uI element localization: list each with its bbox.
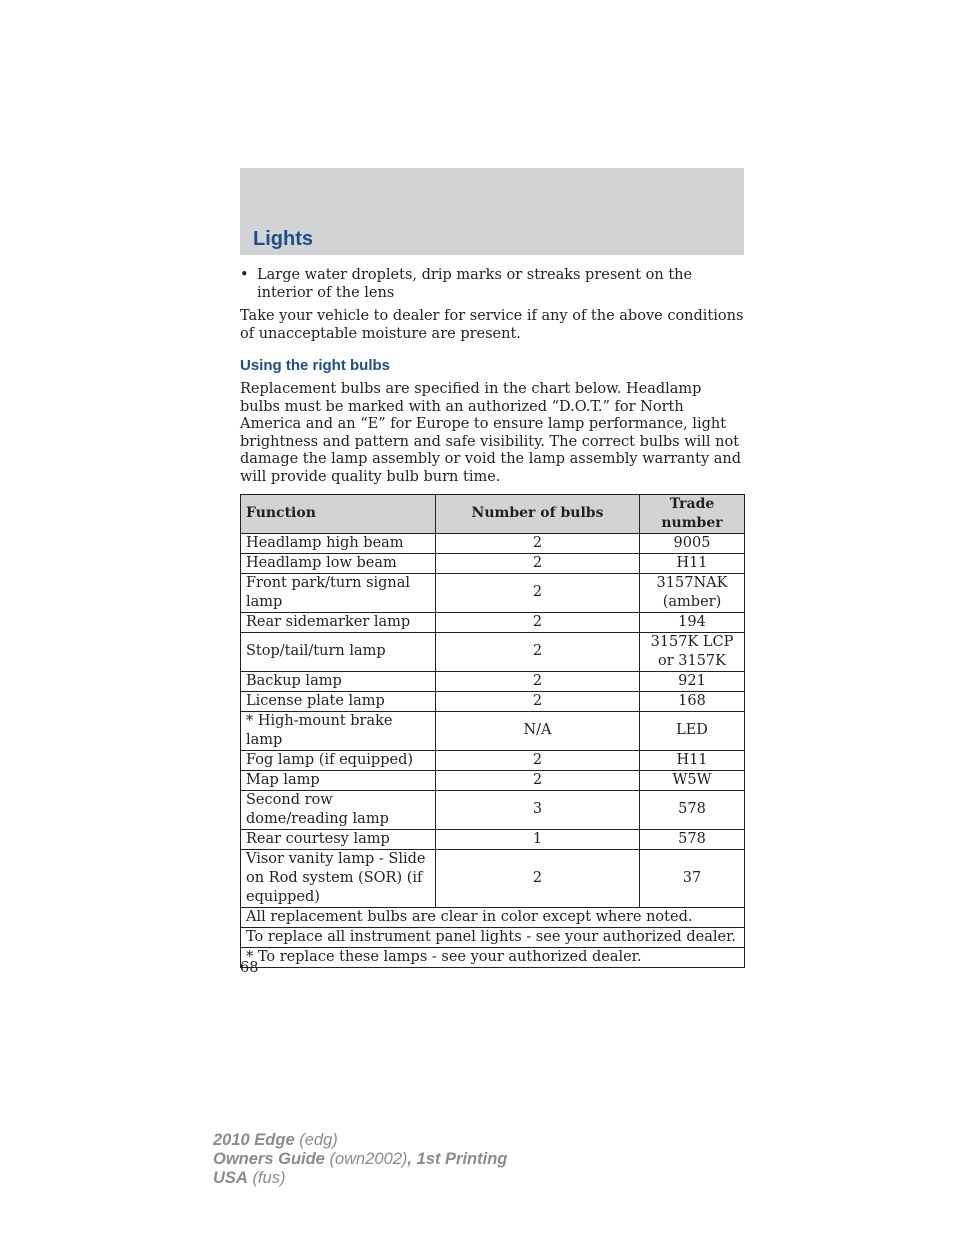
cell-number: 2: [436, 533, 640, 553]
cell-trade: 37: [640, 849, 745, 907]
cell-number: 3: [436, 790, 640, 829]
cell-function: Rear courtesy lamp: [241, 829, 436, 849]
cell-function: Backup lamp: [241, 671, 436, 691]
cell-trade: W5W: [640, 770, 745, 790]
footer-model-code: (edg): [299, 1131, 338, 1149]
table-note-row: [241, 927, 745, 947]
footer-model: 2010 Edge: [213, 1131, 295, 1149]
bulbs-paragraph: Replacement bulbs are specified in the chart below. Headlamp bulbs must be marked with an authorized “D.O.T.” for North America and an “E” for Europe to ensure lamp performance, light brightness and pattern and safe visibility. The correct bulbs will not damage the lamp assembly or void the lamp assembly warranty and will provide quality bulb burn time.: [240, 380, 742, 485]
cell-function: Headlamp low beam: [241, 553, 436, 573]
section-title: Lights: [253, 228, 313, 250]
page-number: 68: [240, 960, 259, 976]
header-trade-number: Trade number: [640, 494, 745, 533]
bullet-dot-icon: •: [240, 267, 249, 283]
footer-guide-code: (own2002): [329, 1150, 408, 1168]
footer-market-code: (fus): [252, 1169, 286, 1187]
footer-guide: Owners Guide: [213, 1150, 325, 1168]
cell-function: License plate lamp: [241, 691, 436, 711]
cell-trade: H11: [640, 553, 745, 573]
footer-printing: , 1st Printing: [407, 1150, 508, 1168]
cell-trade: H11: [640, 750, 745, 770]
cell-number: 2: [436, 849, 640, 907]
table-row: [241, 533, 745, 553]
cell-number: 2: [436, 632, 640, 671]
cell-number: 2: [436, 671, 640, 691]
moisture-paragraph: Take your vehicle to dealer for service if any of the above conditions of unacceptable moisture are present.: [240, 308, 744, 342]
cell-number: 2: [436, 553, 640, 573]
table-row: [241, 553, 745, 573]
table-note: All replacement bulbs are clear in color except where noted.: [241, 907, 745, 927]
footer-line-model: [213, 1131, 507, 1150]
footer-line-market: [213, 1169, 507, 1188]
cell-number: 2: [436, 612, 640, 632]
table-row: [241, 691, 745, 711]
table-note: * To replace these lamps - see your authorized dealer.: [241, 947, 745, 967]
table-row: [241, 671, 745, 691]
table-note: To replace all instrument panel lights - see your authorized dealer.: [241, 927, 745, 947]
cell-function: Fog lamp (if equipped): [241, 750, 436, 770]
table-note-row: [241, 907, 745, 927]
cell-function: Visor vanity lamp - Slide on Rod system (SOR) (if equipped): [241, 849, 436, 907]
cell-function: * High-mount brake lamp: [241, 711, 436, 750]
footer-market: USA: [213, 1169, 248, 1187]
table-note-row: [241, 947, 745, 967]
cell-function: Second row dome/reading lamp: [241, 790, 436, 829]
header-number-of-bulbs: Number of bulbs: [436, 494, 640, 533]
bullet-text: Large water droplets, drip marks or streaks present on the interior of the lens: [257, 267, 693, 301]
header-function: Function: [241, 494, 436, 533]
cell-function: Front park/turn signal lamp: [241, 573, 436, 612]
section-header-band: [240, 168, 744, 255]
table-row: [241, 711, 745, 750]
cell-trade: LED: [640, 711, 745, 750]
section-heading: Using the right bulbs: [240, 357, 390, 375]
cell-trade: 921: [640, 671, 745, 691]
table-header-row: [241, 494, 745, 533]
cell-trade: 3157NAK (amber): [640, 573, 745, 612]
footer-line-guide: [213, 1150, 507, 1169]
cell-trade: 3157K LCP or 3157K: [640, 632, 745, 671]
table-row: [241, 573, 745, 612]
table-body: [241, 533, 745, 967]
table-row: [241, 829, 745, 849]
page-content: [240, 267, 744, 968]
bulb-table: [240, 494, 745, 968]
cell-trade: 194: [640, 612, 745, 632]
cell-number: 2: [436, 573, 640, 612]
document-footer: [213, 1131, 507, 1188]
table-row: [241, 849, 745, 907]
cell-number: 2: [436, 770, 640, 790]
table-row: [241, 612, 745, 632]
cell-number: 2: [436, 691, 640, 711]
cell-function: Headlamp high beam: [241, 533, 436, 553]
cell-number: 1: [436, 829, 640, 849]
bullet-item: [240, 267, 744, 302]
cell-function: Map lamp: [241, 770, 436, 790]
table-row: [241, 632, 745, 671]
cell-trade: 578: [640, 829, 745, 849]
cell-trade: 578: [640, 790, 745, 829]
cell-function: Stop/tail/turn lamp: [241, 632, 436, 671]
cell-trade: 168: [640, 691, 745, 711]
cell-number: N/A: [436, 711, 640, 750]
table-row: [241, 770, 745, 790]
cell-number: 2: [436, 750, 640, 770]
cell-function: Rear sidemarker lamp: [241, 612, 436, 632]
table-row: [241, 750, 745, 770]
table-row: [241, 790, 745, 829]
cell-trade: 9005: [640, 533, 745, 553]
